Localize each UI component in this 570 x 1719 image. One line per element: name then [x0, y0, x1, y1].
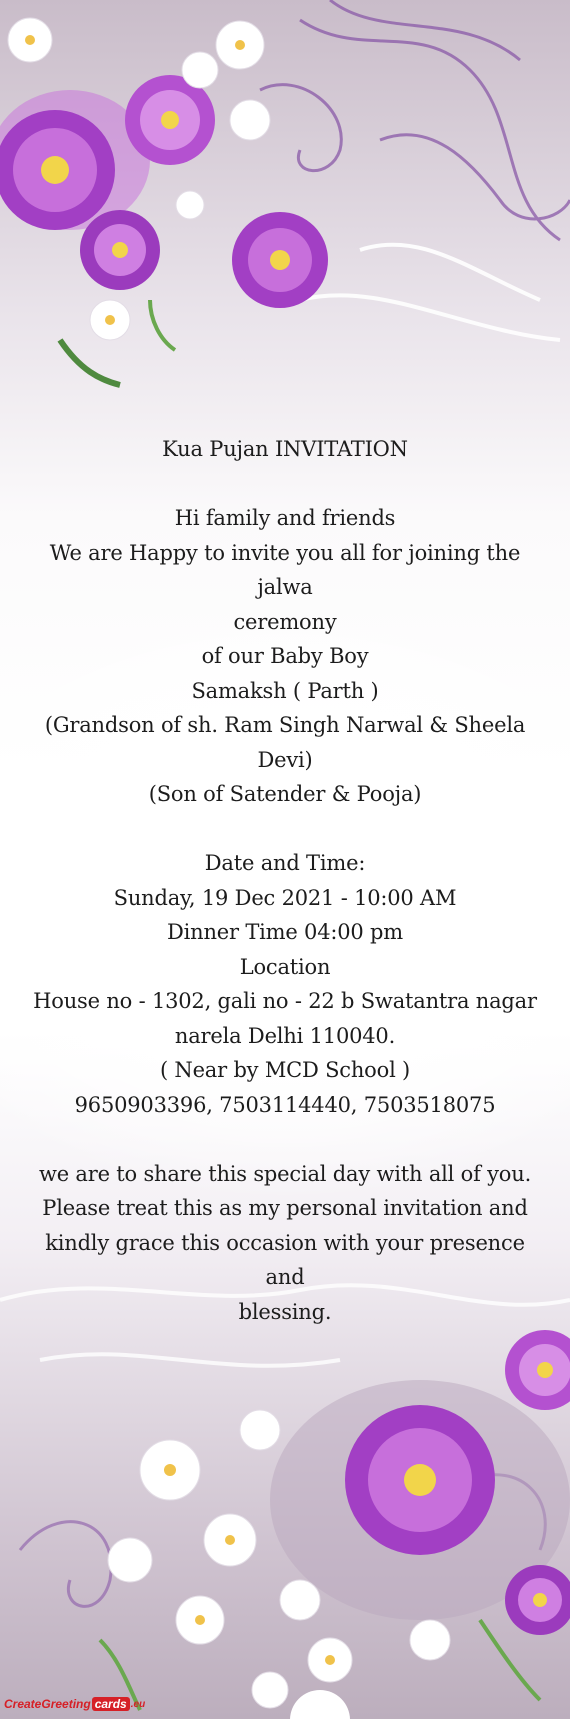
closing-line-4: blessing.: [238, 1299, 332, 1324]
date-time-heading: Date and Time:: [204, 851, 366, 875]
invite-line-3: of our Baby Boy: [201, 644, 369, 668]
invitation-text: [30, 432, 540, 1329]
landmark-line: ( Near by MCD School ): [159, 1058, 411, 1082]
address-line-2: narela Delhi 110040.: [174, 1023, 396, 1048]
invite-line-1: We are Happy to invite you all for joining the jalwa: [49, 540, 521, 599]
location-heading: Location: [239, 954, 331, 979]
grandparents-line: (Grandson of sh. Ram Singh Narwal & Sheela Devi): [44, 713, 526, 772]
closing-line-2: Please treat this as my personal invitation and: [42, 1196, 528, 1220]
logo-text-part2: cards: [92, 1697, 130, 1711]
baby-name: Samaksh ( Parth ): [191, 678, 379, 703]
date-time-value: Sunday, 19 Dec 2021 - 10:00 AM: [113, 885, 457, 910]
phone-numbers: 9650903396, 7503114440, 7503518075: [74, 1092, 496, 1117]
closing-line-1: we are to share this special day with all of you.: [38, 1161, 532, 1186]
address-line-1: House no - 1302, gali no - 22 b Swatantra nagar: [33, 989, 537, 1013]
closing-line-3: kindly grace this occasion with your presence and: [45, 1230, 525, 1289]
logo-text-part1: CreateGreeting: [4, 1697, 91, 1711]
invite-line-2: ceremony: [233, 609, 337, 634]
logo-text-part3: .eu: [130, 1698, 146, 1710]
greeting-line: Hi family and friends: [174, 506, 396, 530]
createGreetingcards-logo[interactable]: [4, 1692, 145, 1716]
dinner-time: Dinner Time 04:00 pm: [166, 920, 404, 944]
invitation-title: Kua Pujan INVITATION: [162, 437, 408, 461]
parents-line: (Son of Satender & Pooja): [148, 782, 422, 806]
